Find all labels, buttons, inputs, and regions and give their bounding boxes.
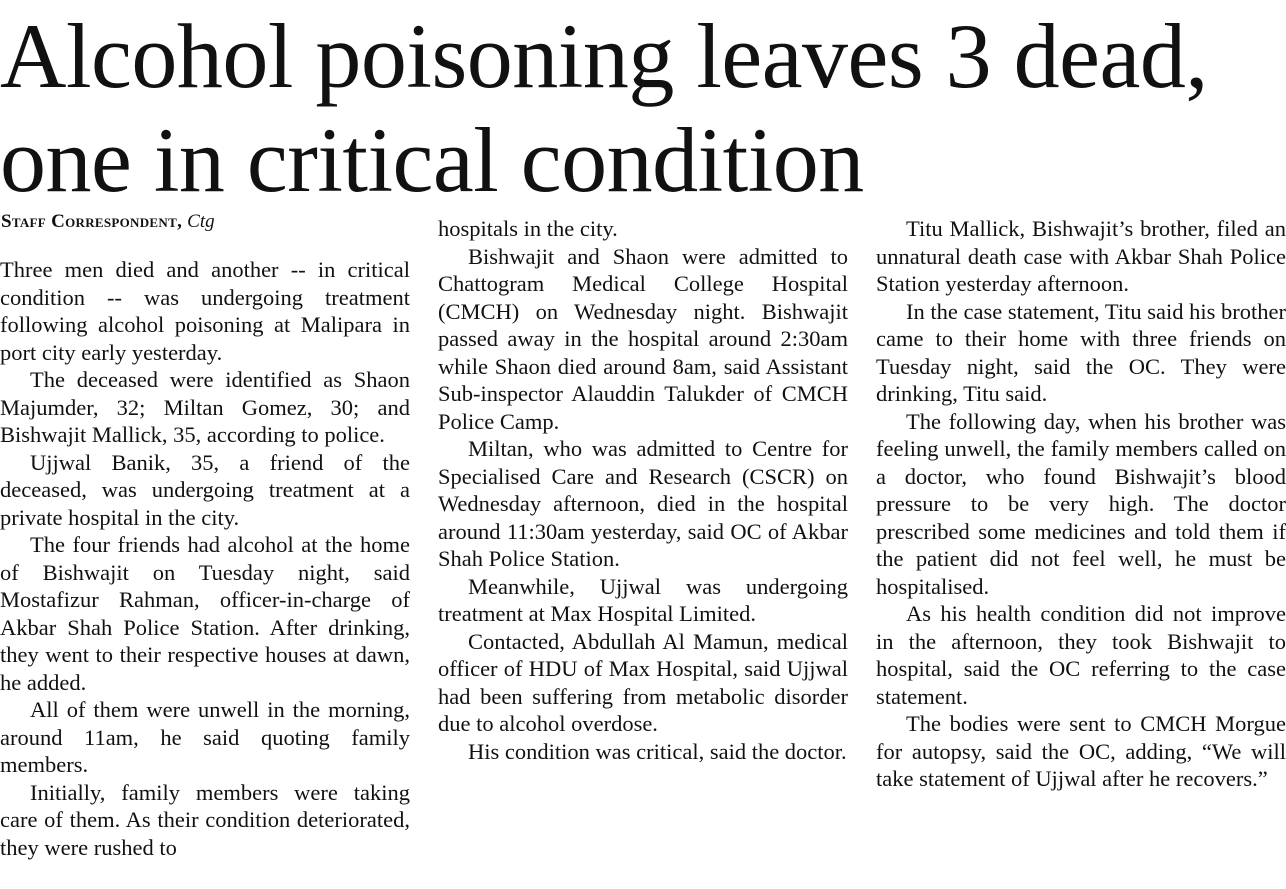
paragraph: Titu Mallick, Bishwajit’s brother, filed an unnatural death case with Akbar Shah Police Station yesterday afternoon. [876, 216, 1286, 296]
paragraph: Initially, family members were taking care of them. As their condition deteriorated, they were rushed to [0, 779, 410, 860]
paragraph: Bishwajit and Shaon were admitted to Chattogram Medical College Hospital (CMCH) on Wednesday night. Bishwajit passed away in the hospital around 2:30am while Shaon died around 8am, said Assistant Sub-inspector Alauddin Talukder of CMCH Police Camp. [438, 243, 848, 434]
paragraph: The deceased were identified as Shaon Majumder, 32; Miltan Gomez, 30; and Bishwajit Mallick, 35, according to police. [0, 367, 410, 447]
paragraph: In the case statement, Titu said his brother came to their home with three friends on Tuesday night, said the OC. They were drinking, Titu said. [876, 298, 1286, 406]
article-column-1 [0, 256, 410, 861]
paragraph: Miltan, who was admitted to Centre for Specialised Care and Research (CSCR) on Wednesday afternoon, died in the hospital around 11:30am yesterday, said OC of Akbar Shah Police Station. [438, 436, 848, 571]
article-column-2 [438, 215, 848, 765]
paragraph: Ujjwal Banik, 35, a friend of the deceased, was undergoing treatment at a private hospital in the city. [0, 449, 410, 530]
paragraph: Meanwhile, Ujjwal was undergoing treatment at Max Hospital Limited. [438, 573, 848, 626]
paragraph: His condition was critical, said the doctor. [468, 738, 847, 764]
byline-separator: , [177, 211, 188, 232]
paragraph: Contacted, Abdullah Al Mamun, medical officer of HDU of Max Hospital, said Ujjwal had been suffering from metabolic disorder due to alcohol overdose. [438, 628, 848, 736]
paragraph: As his health condition did not improve in the afternoon, they took Bishwajit to hospital, said the OC referring to the case statement. [876, 601, 1286, 709]
paragraph: Three men died and another -- in critical condition -- was undergoing treatment following alcohol poisoning at Malipara in port city early yesterday. [0, 257, 410, 365]
headline-line-2: one in critical condition [0, 109, 864, 211]
paragraph: The four friends had alcohol at the home of Bishwajit on Tuesday night, said Mostafizur Rahman, officer-in-charge of Akbar Shah Police Station. After drinking, they went to their respective houses at dawn, he added. [0, 532, 410, 695]
paragraph-continued: hospitals in the city. [438, 216, 618, 241]
headline-line-1: Alcohol poisoning leaves 3 dead, [0, 5, 1208, 107]
paragraph: The following day, when his brother was feeling unwell, the family members called on a doctor, who found Bishwajit’s blood pressure to be very high. The doctor prescribed some medicines and told them if the patient did not feel well, he must be hospitalised. [876, 408, 1286, 599]
byline [1, 210, 215, 234]
byline-place: Ctg [187, 211, 215, 232]
paragraph: The bodies were sent to CMCH Morgue for autopsy, said the OC, adding, “We will take statement of Ujjwal after he recovers.” [876, 711, 1286, 791]
paragraph: All of them were unwell in the morning, around 11am, he said quoting family members. [0, 697, 410, 777]
headline [0, 4, 1286, 212]
article-column-3 [876, 215, 1286, 793]
byline-author: Staff Correspondent [1, 211, 178, 232]
